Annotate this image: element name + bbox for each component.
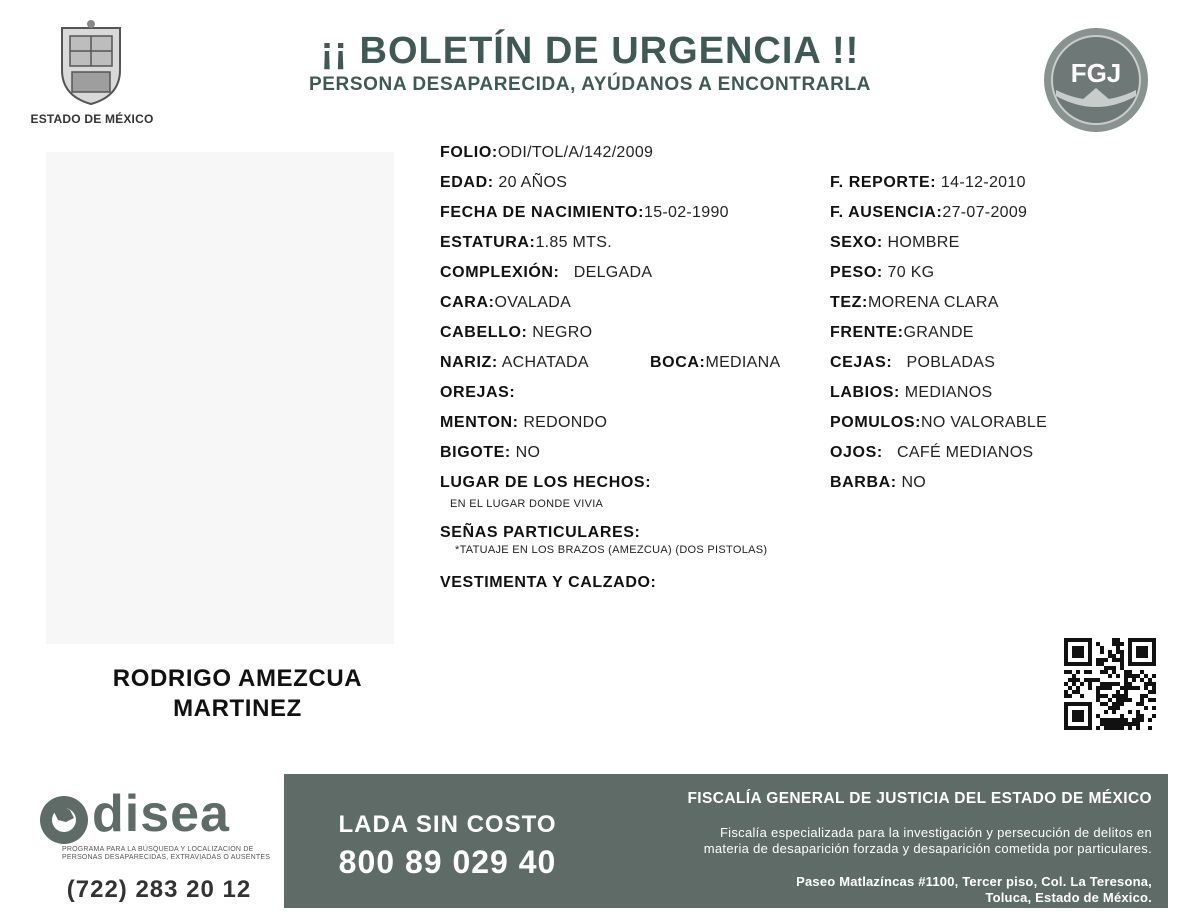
estado-de-mexico-seal-icon <box>52 20 130 106</box>
field-estatura: ESTATURA:1.85 MTS. <box>440 234 612 251</box>
field-nariz: NARIZ: ACHATADA <box>440 354 589 371</box>
field-sexo: SEXO: HOMBRE <box>830 234 960 251</box>
field-frente: FRENTE:GRANDE <box>830 324 974 341</box>
fgj-desc-line1: Fiscalía especializada para la investigación y persecución de delitos en <box>719 825 1152 840</box>
field-f-reporte: F. REPORTE: 14-12-2010 <box>830 174 1026 191</box>
field-barba: BARBA: NO <box>830 474 927 491</box>
field-folio: FOLIO:ODI/TOL/A/142/2009 <box>440 144 654 161</box>
field-cara: CARA:OVALADA <box>440 294 572 311</box>
field-vestimenta: VESTIMENTA Y CALZADO: <box>440 574 657 591</box>
page-title: ¡¡ BOLETÍN DE URGENCIA !! <box>320 30 860 72</box>
field-boca: BOCA:MEDIANA <box>650 354 781 371</box>
field-senas-value: *TATUAJE EN LOS BRAZOS (AMEZCUA) (DOS PISTOLAS) <box>455 544 768 556</box>
field-orejas: OREJAS: <box>440 384 516 401</box>
field-fecha-nacimiento: FECHA DE NACIMIENTO:15-02-1990 <box>440 204 729 221</box>
field-ojos: OJOS: CAFÉ MEDIANOS <box>830 444 1034 461</box>
fgj-logo-text: FGJ <box>1070 58 1122 88</box>
field-menton: MENTON: REDONDO <box>440 414 608 431</box>
field-bigote: BIGOTE: NO <box>440 444 541 461</box>
page-subtitle: PERSONA DESAPARECIDA, AYÚDANOS A ENCONTRARLA <box>309 74 871 95</box>
field-peso: PESO: 70 KG <box>830 264 935 281</box>
fgj-description <box>600 825 1152 857</box>
lada-number: 800 89 029 40 <box>338 844 557 880</box>
odisea-phone: (722) 283 20 12 <box>66 876 252 903</box>
odisea-brand: disea <box>92 785 230 843</box>
field-tez: TEZ:MORENA CLARA <box>830 294 999 311</box>
fgj-addr-line2: Toluca, Estado de México. <box>985 890 1152 905</box>
field-edad: EDAD: 20 AÑOS <box>440 174 568 191</box>
fgj-name: FISCALÍA GENERAL DE JUSTICIA DEL ESTADO DE MÉXICO <box>687 790 1152 807</box>
fgj-logo-icon <box>1042 26 1150 134</box>
field-cabello: CABELLO: NEGRO <box>440 324 593 341</box>
field-cejas: CEJAS: POBLADAS <box>830 354 996 371</box>
fgj-desc-line2: materia de desaparición forzada y desaparición cometida por particulares. <box>703 841 1152 856</box>
field-lugar-hechos-label: LUGAR DE LOS HECHOS: <box>440 474 652 491</box>
qr-code-icon <box>1064 638 1156 730</box>
person-name <box>60 664 415 724</box>
fgj-address <box>600 874 1152 906</box>
lada-label: LADA SIN COSTO <box>338 811 557 838</box>
field-labios: LABIOS: MEDIANOS <box>830 384 993 401</box>
person-name-line1: RODRIGO AMEZCUA <box>112 665 363 692</box>
odisea-program: PROGRAMA PARA LA BÚSQUEDA Y LOCALIZACIÓN DE PERSONAS DESAPARECIDAS, EXTRAVIADAS O AUSENTES <box>62 846 271 861</box>
person-name-line2: MARTINEZ <box>173 695 302 722</box>
field-senas-label: SEÑAS PARTICULARES: <box>440 524 641 541</box>
fgj-addr-line1: Paseo Matlazíncas #1100, Tercer piso, Col. La Teresona, <box>796 874 1152 889</box>
person-photo <box>46 152 394 644</box>
field-pomulos: POMULOS:NO VALORABLE <box>830 414 1048 431</box>
field-f-ausencia: F. AUSENCIA:27-07-2009 <box>830 204 1028 221</box>
state-name: ESTADO DE MÉXICO <box>30 112 154 126</box>
field-complexion: COMPLEXIÓN: DELGADA <box>440 264 653 281</box>
field-lugar-hechos-value: EN EL LUGAR DONDE VIVIA <box>450 498 604 510</box>
